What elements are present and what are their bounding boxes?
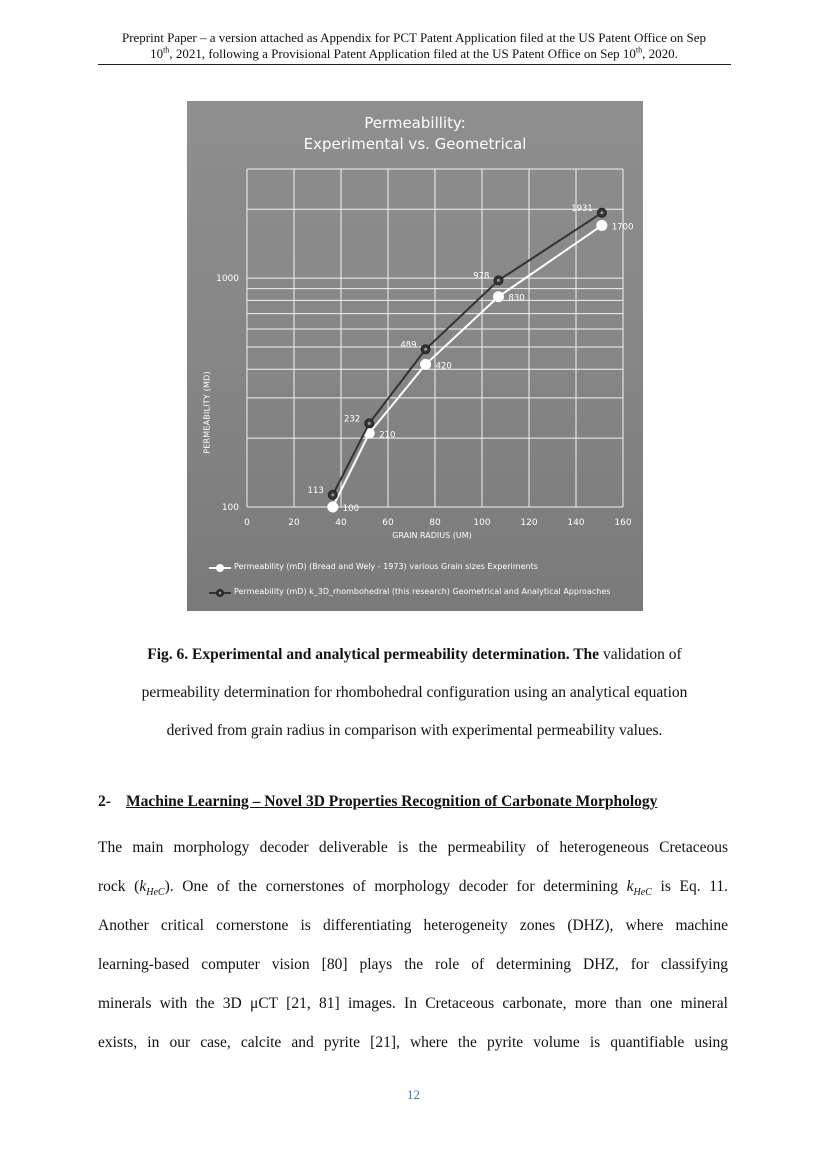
- y-tick-label: 100: [221, 503, 239, 513]
- body-line-5: minerals with the 3D μCT [21, 81] images. In Cretaceous carbonate, more than one mineral: [98, 995, 728, 1012]
- body-line-4: learning-based computer vision [80] plays the role of determining DHZ, for classifying: [98, 956, 728, 973]
- caption-line-1: Fig. 6. Experimental and analytical permeability determination. The validation of: [147, 646, 682, 663]
- data-label-geometrical: 978: [473, 271, 490, 282]
- data-label-experimental: 420: [435, 361, 452, 372]
- x-tick-label: 140: [567, 518, 585, 528]
- section-heading: [98, 793, 657, 811]
- data-point-geometrical-center: [497, 279, 500, 282]
- data-label-geometrical: 232: [343, 414, 361, 425]
- x-tick-label: 60: [382, 518, 394, 528]
- data-point-geometrical-center: [368, 422, 371, 425]
- x-tick-label: 160: [614, 518, 632, 528]
- data-point-experimental: [597, 220, 607, 230]
- data-point-geometrical-center: [331, 493, 334, 496]
- x-tick-label: 120: [520, 518, 538, 528]
- caption-bold: Fig. 6. Experimental and analytical permeability determination. The: [147, 646, 600, 663]
- y-axis-label: PERMEABILITY (MD): [202, 371, 212, 454]
- data-label-geometrical: 113: [307, 485, 324, 496]
- permeability-chart: [187, 101, 643, 611]
- x-tick-label: 80: [429, 518, 441, 528]
- header-divider: [98, 64, 731, 65]
- data-label-experimental: 1700: [611, 222, 634, 233]
- y-tick-label: 1000: [216, 274, 239, 285]
- x-tick-label: 20: [288, 518, 300, 528]
- figure-caption: [98, 636, 731, 750]
- data-label-geometrical: 489: [400, 340, 417, 351]
- legend-entry-experimental: Permeability (mD) (Bread and Wely - 1973) various Grain sizes Experiments: [234, 562, 538, 571]
- caption-line-3: derived from grain radius in comparison with experimental permeability values.: [166, 722, 663, 739]
- legend-marker-experimental: [216, 564, 224, 572]
- data-label-experimental: 100: [342, 504, 360, 514]
- body-paragraph: [98, 828, 728, 1062]
- x-axis-label: GRAIN RADIUS (UM): [392, 531, 472, 540]
- data-point-geometrical-center: [600, 211, 603, 214]
- running-header: [90, 30, 738, 62]
- x-tick-label: 0: [244, 518, 250, 528]
- legend-entry-geometrical: Permeability (mD) k_3D_rhombohedral (this research) Geometrical and Analytical Approaches: [234, 587, 611, 596]
- data-label-geometrical: 1931: [571, 203, 593, 214]
- section-title: Machine Learning – Novel 3D Properties Recognition of Carbonate Morphology: [126, 793, 658, 810]
- caption-line-2: permeability determination for rhombohedral configuration using an analytical equation: [141, 684, 688, 701]
- data-point-geometrical-center: [424, 348, 427, 351]
- data-label-experimental: 210: [379, 430, 396, 441]
- body-line-2: rock $(k_{HeC})$. One of the cornerstones of morphology decoder for determining $k_{HeC}$ is Eq. 11.: [98, 878, 729, 899]
- x-tick-label: 40: [335, 518, 347, 528]
- x-tick-label: 100: [473, 518, 491, 528]
- data-label-experimental: 830: [508, 293, 525, 304]
- series-line-experimental: [333, 225, 602, 507]
- legend-marker-geometrical-center: [219, 592, 221, 594]
- body-line-6: exists, in our case, calcite and pyrite [21], where the pyrite volume is quantifiable using: [98, 1034, 728, 1051]
- data-point-experimental: [493, 292, 503, 302]
- data-point-experimental: [421, 359, 431, 369]
- series-line-geometrical: [333, 213, 602, 495]
- body-line-1: The main morphology decoder deliverable is the permeability of heterogeneous Cretaceous: [98, 839, 728, 856]
- running-header-line-2: 10th, 2021, following a Provisional Patent Application filed at the US Patent Office on Sep 10th, 2020.: [150, 45, 678, 61]
- data-point-experimental: [328, 502, 338, 512]
- running-header-line-1: Preprint Paper – a version attached as Appendix for PCT Patent Application filed at the US Patent Office on Sep: [121, 30, 707, 45]
- chart-title-line-2: Experimental vs. Geometrical: [303, 135, 527, 153]
- page-number: 12: [407, 1087, 420, 1102]
- chart-title-line-1: Permeabillity:: [364, 114, 466, 132]
- body-line-3: Another critical cornerstone is differentiating heterogeneity zones (DHZ), where machine: [98, 917, 728, 934]
- section-number: 2-: [98, 793, 111, 810]
